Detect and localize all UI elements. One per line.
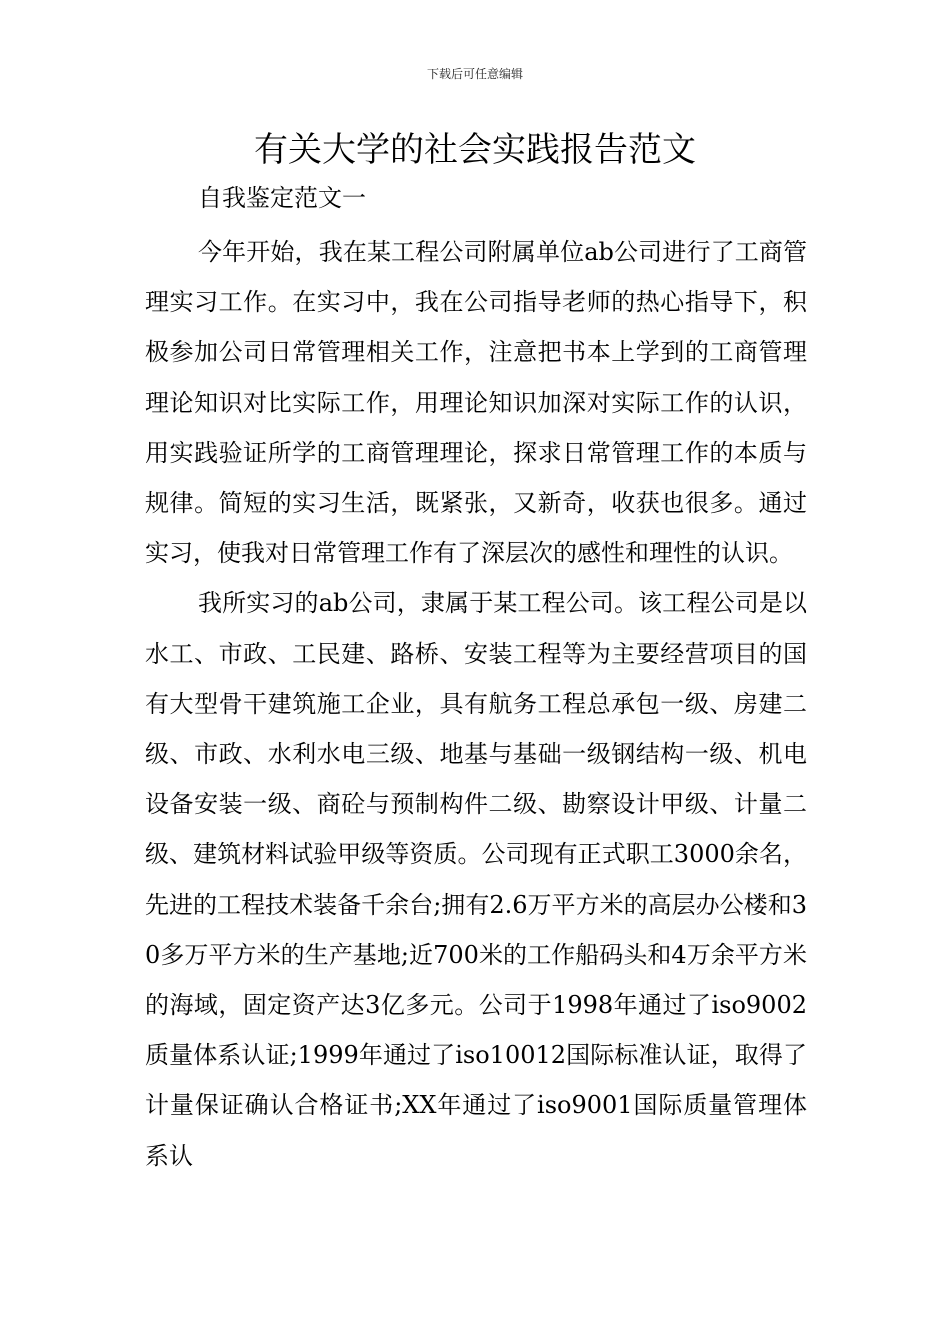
paragraph: 我所实习的ab公司，隶属于某工程公司。该工程公司是以水工、市政、工民建、路桥、安装工程等为主要经营项目的国有大型骨干建筑施工企业，具有航务工程总承包一级、房建二级、市政、水利水电三级、地基与基础一级钢结构一级、机电设备安装一级、商砼与预制构件二级、勘察设计甲级、计量二级、建筑材料试验甲级等资质。公司现有正式职工3000余名，先进的工程技术装备千余台;拥有2.6万平方米的高层办公楼和30多万平方米的生产基地;近700米的工作船码头和4万余平方米的海域，固定资产达3亿多元。公司于1998年通过了iso9002质量体系认证;1999年通过了iso10012国际标准认证，取得了计量保证确认合格证书;XX年通过了iso9001国际质量管理体系认: [145, 589, 807, 1170]
page-header-note: 下载后可任意编辑: [426, 67, 523, 81]
paragraph: 今年开始，我在某工程公司附属单位ab公司进行了工商管理实习工作。在实习中，我在公司指导老师的热心指导下，积极参加公司日常管理相关工作，注意把书本上学到的工商管理理论知识对比实际工作，用理论知识加深对实际工作的认识，用实践验证所学的工商管理理论，探求日常管理工作的本质与规律。简短的实习生活，既紧张，又新奇，收获也很多。通过实习，使我对日常管理工作有了深层次的感性和理性的认识。: [145, 238, 807, 568]
document-subtitle: 自我鉴定范文一: [198, 184, 366, 212]
document-title: 有关大学的社会实践报告范文: [254, 130, 696, 170]
document-body: [145, 227, 807, 1181]
